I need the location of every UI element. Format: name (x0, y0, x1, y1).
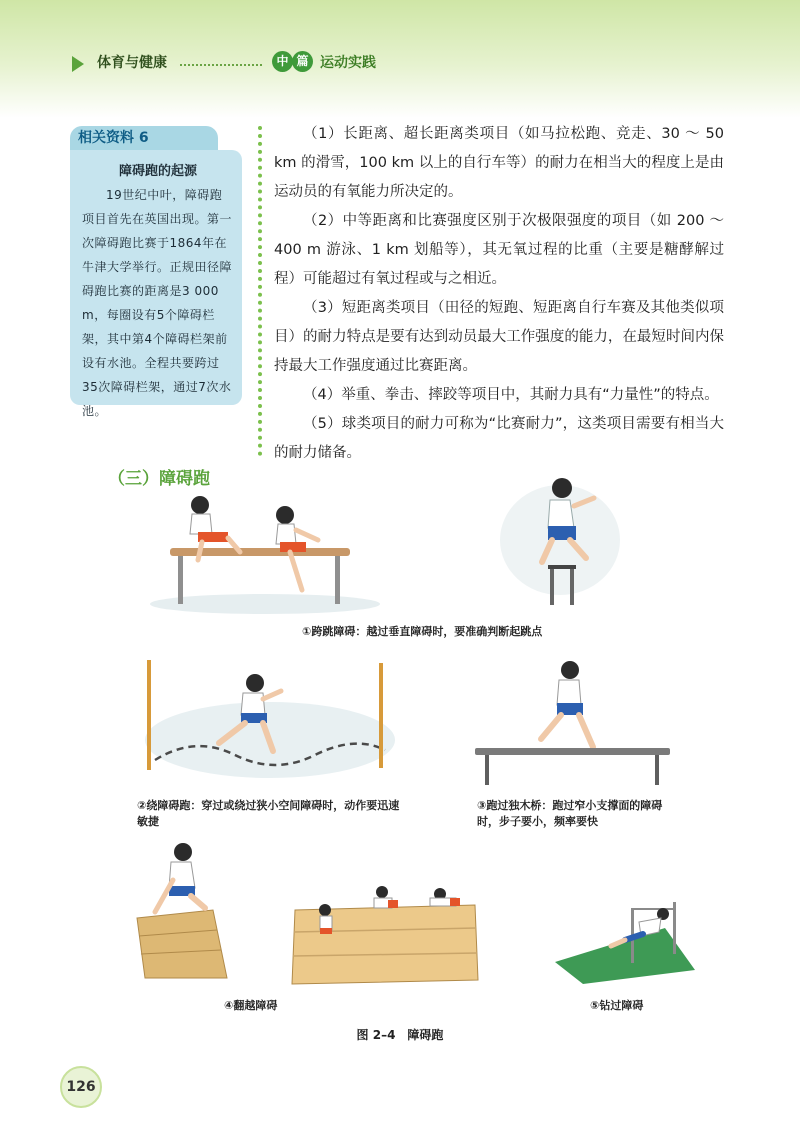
paragraph-5: （5）球类项目的耐力可称为“比赛耐力”，这类项目需要有相当大的耐力储备。 (274, 416, 724, 461)
play-triangle-icon (72, 56, 84, 72)
main-text (274, 120, 724, 468)
sidebar-label: 相关资料 6 (70, 126, 218, 150)
section-name: 运动实践 (320, 55, 376, 71)
hurdle-bar-illustration (140, 490, 390, 615)
part-badge-1: 中 (272, 51, 293, 72)
sidebar-title: 障碍跑的起源 (118, 164, 197, 179)
page-number: 126 (60, 1066, 102, 1108)
vault-box-illustration (125, 840, 240, 980)
header-dotted-line (180, 64, 262, 66)
beam-run-illustration (475, 655, 670, 785)
caption-4: ④翻越障碍 (224, 999, 278, 1012)
part-badge-2: 篇 (292, 51, 313, 72)
caption-5: ⑤钻过障碍 (590, 999, 644, 1012)
climb-wall-illustration (290, 880, 480, 990)
book-title: 体育与健康 (97, 55, 167, 71)
section-title: （三）障碍跑 (108, 469, 210, 489)
caption-2: ②绕障碍跑：穿过或绕过狭小空间障碍时，动作要迅速敏捷 (137, 799, 400, 828)
weaving-illustration (135, 655, 400, 785)
caption-1: ①跨跳障碍：越过垂直障碍时，要准确判断起跳点 (302, 625, 543, 638)
paragraph-4: （4）举重、拳击、摔跤等项目中，其耐力具有“力量性”的特点。 (303, 387, 719, 403)
sidebar-box (70, 150, 242, 418)
crawl-under-illustration (555, 900, 695, 985)
column-divider (258, 126, 262, 456)
paragraph-3: （3）短距离类项目（田径的短跑、短距离自行车赛及其他类似项目）的耐力特点是要有达到动员最大工作强度的能力，在最短时间内保持最大工作强度通过比赛距离。 (274, 300, 724, 374)
jumper-illustration (490, 470, 630, 610)
sidebar-text: 19世纪中叶，障碍跑项目首先在英国出现。第一次障碍跑比赛于1864年在牛津大学举行。正规田径障碍跑比赛的距离是3 000 m，每圈设有5个障碍栏架，其中第4个障碍栏架前设有水池。全程共要跨过35次障碍栏架，通过7次水池。 (82, 188, 233, 418)
caption-3: ③跑过独木桥：跑过窄小支撑面的障碍时，步子要小，频率要快 (477, 799, 663, 828)
paragraph-1: （1）长距离、超长距离类项目（如马拉松跑、竞走、30 ～ 50 km 的滑雪，100 km 以上的自行车等）的耐力在相当大的程度上是由运动员的有氧能力所决定的。 (274, 126, 724, 200)
paragraph-2: （2）中等距离和比赛强度区别于次极限强度的项目（如 200 ～ 400 m 游泳、1 km 划船等），其无氧过程的比重（主要是糖酵解过程）可能超过有氧过程或与之相近。 (274, 213, 724, 287)
figure-caption: 图 2–4 障碍跑 (356, 1028, 444, 1042)
